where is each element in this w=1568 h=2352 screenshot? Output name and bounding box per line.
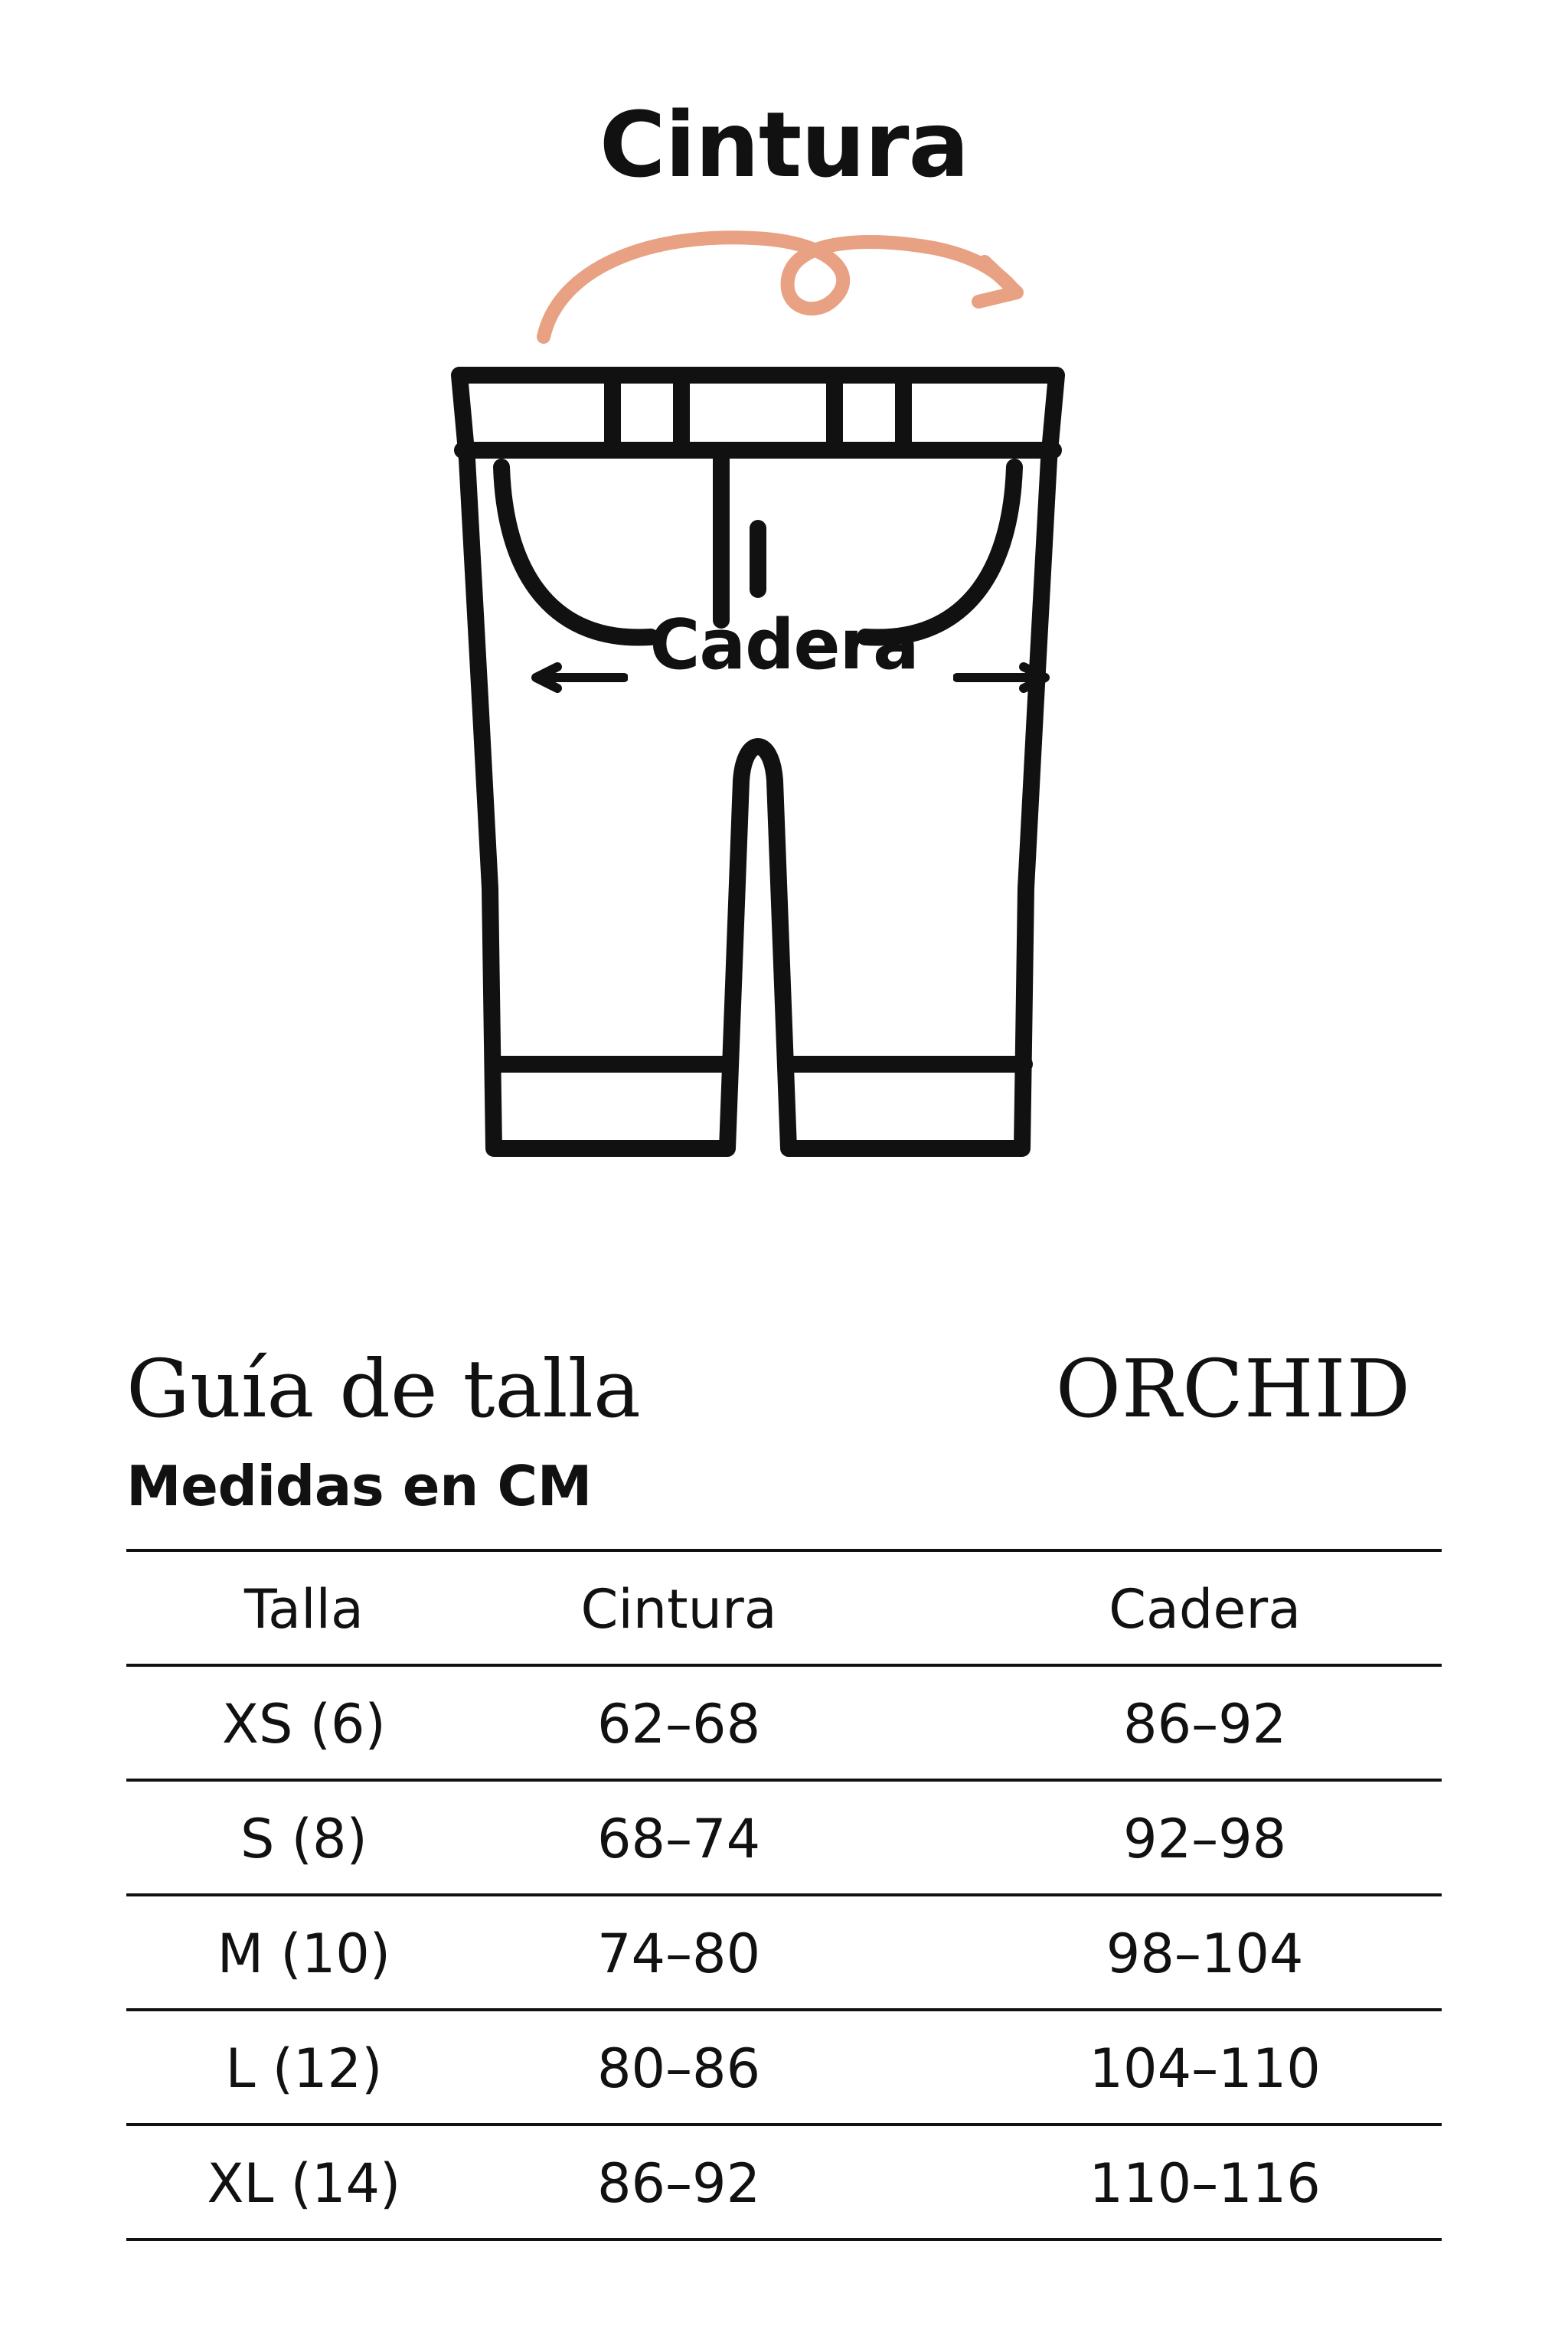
- column-header-size: Talla: [126, 1550, 482, 1665]
- table-row: [126, 2125, 1442, 2239]
- cell-waist: 62–68: [482, 1665, 876, 1780]
- cell-hip: 104–110: [876, 2010, 1442, 2125]
- cell-size: XL (14): [126, 2125, 482, 2239]
- cell-waist: 80–86: [482, 2010, 876, 2125]
- hip-label: Cadera: [649, 605, 919, 685]
- table-row: [126, 1665, 1442, 1780]
- size-guide-section: [0, 1342, 1568, 2241]
- cell-size: L (12): [126, 2010, 482, 2125]
- table-row: [126, 1895, 1442, 2010]
- curved-arrow-icon: [536, 222, 1057, 345]
- cell-waist: 68–74: [482, 1780, 876, 1895]
- waist-title: Cintura: [599, 92, 969, 198]
- cell-size: XS (6): [126, 1665, 482, 1780]
- size-guide-header: [126, 1342, 1442, 1436]
- cell-size: S (8): [126, 1780, 482, 1895]
- table-row: [126, 1780, 1442, 1895]
- size-table: [126, 1549, 1442, 2241]
- units-label: Medidas en CM: [126, 1454, 592, 1519]
- cell-hip: 92–98: [876, 1780, 1442, 1895]
- hip-arrow-left-icon: [528, 662, 628, 693]
- cell-hip: 86–92: [876, 1665, 1442, 1780]
- brand-name: ORCHID: [1055, 1342, 1411, 1436]
- cell-hip: 110–116: [876, 2125, 1442, 2239]
- hip-arrow-right-icon: [953, 662, 1053, 693]
- column-header-waist: Cintura: [482, 1550, 876, 1665]
- cell-size: M (10): [126, 1895, 482, 2010]
- cell-waist: 86–92: [482, 2125, 876, 2239]
- cell-hip: 98–104: [876, 1895, 1442, 2010]
- table-row: [126, 2010, 1442, 2125]
- column-header-hip: Cadera: [876, 1550, 1442, 1665]
- table-header-row: [126, 1550, 1442, 1665]
- pants-outline-icon: [429, 352, 1087, 1271]
- page-title: Guía de talla: [126, 1342, 641, 1436]
- cell-waist: 74–80: [482, 1895, 876, 2010]
